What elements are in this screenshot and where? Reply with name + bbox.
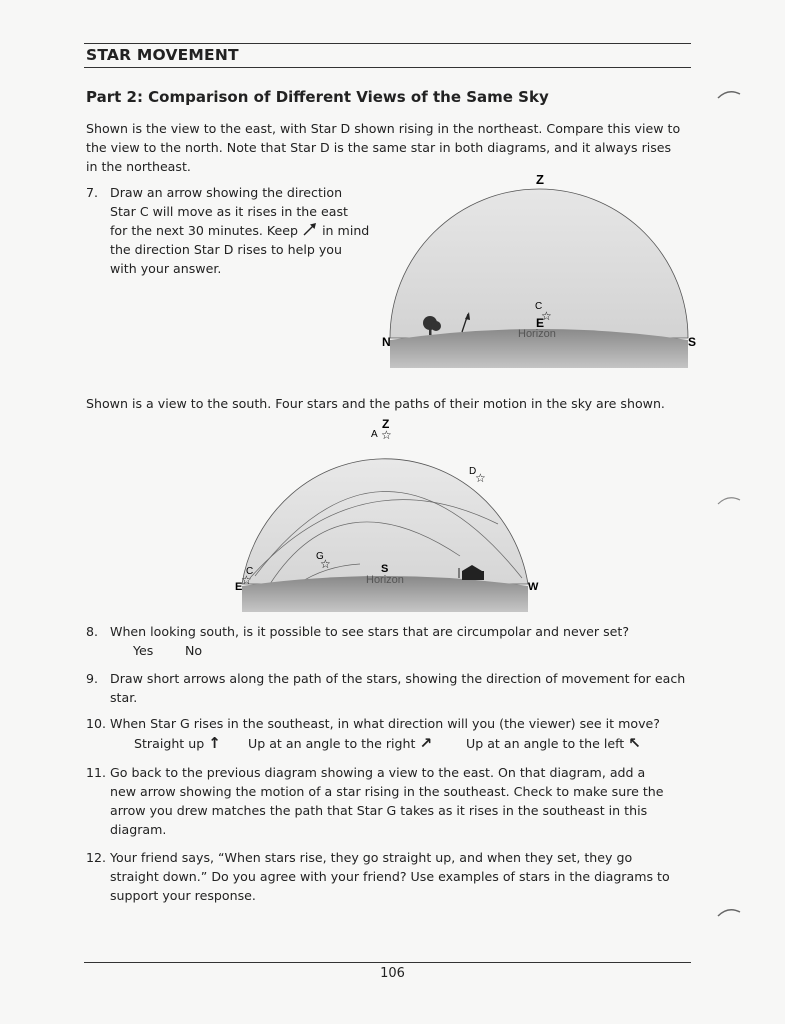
question-line [110, 221, 390, 240]
star-c-icon: ☆ [241, 573, 252, 587]
east-label: E [235, 581, 243, 593]
star-g-icon: ☆ [320, 557, 331, 571]
up-left-arrow-icon: ↖ [628, 734, 641, 752]
question-number: 8. [86, 624, 99, 639]
south-view-diagram [230, 416, 550, 616]
choice-label: Up at an angle to the left [466, 736, 625, 751]
part-title: Part 2: Comparison of Different Views of the Same Sky [86, 88, 549, 106]
question-7-text [110, 183, 390, 278]
zenith-label: Z [382, 417, 390, 431]
question-10-text: When Star G rises in the southeast, in what direction will you (the viewer) see it move? [110, 716, 660, 731]
south-label: S [688, 335, 697, 349]
question-line-part: for the next 30 minutes. Keep [110, 223, 299, 238]
question-line: with your answer. [110, 261, 222, 276]
question-number: 10. [86, 716, 107, 731]
intro-line: Shown is the view to the east, with Star D shown rising in the northeast. Compare this view to [86, 121, 681, 136]
question-line: Draw an arrow showing the direction [110, 185, 343, 200]
intro-line: the view to the north. Note that Star D is the same star in both diagrams, and it always rises [86, 140, 672, 155]
question-11-text [110, 763, 664, 839]
question-12-text [110, 848, 670, 905]
question-line: straight down.” Do you agree with your friend? Use examples of stars in the diagrams to [110, 869, 670, 884]
star-d-icon: ☆ [475, 471, 486, 485]
horizon-label: Horizon [518, 328, 556, 340]
question-line: new arrow showing the motion of a star rising in the southeast. Check to make sure the [110, 784, 664, 799]
binder-hole-mark [716, 492, 742, 508]
answer-choice-no[interactable]: No [185, 643, 203, 658]
intro-line: in the northeast. [86, 159, 191, 174]
page-header-title: STAR MOVEMENT [86, 46, 239, 64]
question-number: 12. [86, 850, 107, 865]
question-line: Draw short arrows along the path of the stars, showing the direction of movement for each [110, 671, 686, 686]
header-rule [84, 67, 691, 68]
diagonal-arrow-icon [302, 222, 318, 236]
question-9-text [110, 669, 685, 707]
south-label: S [381, 563, 389, 575]
answer-choice-yes[interactable]: Yes [133, 643, 154, 658]
question-line: arrow you drew matches the path that Star G takes as it rises in the southeast in this [110, 803, 648, 818]
star-a-label: A [371, 429, 378, 440]
up-right-arrow-icon: ↗ [419, 734, 433, 752]
star-c-label: C [246, 566, 254, 577]
south-view-intro: Shown is a view to the south. Four stars and the paths of their motion in the sky are shown. [86, 396, 665, 411]
star-a-icon: ☆ [381, 428, 392, 442]
up-arrow-icon: ↑ [208, 734, 221, 752]
horizon-label: Horizon [366, 574, 404, 586]
question-8-text: When looking south, is it possible to see stars that are circumpolar and never set? [110, 624, 630, 639]
zenith-label: Z [536, 172, 544, 187]
question-number: 11. [86, 765, 107, 780]
answer-choice-straight-up[interactable] [134, 734, 221, 752]
star-d-label: D [469, 466, 477, 477]
star-c-icon: ☆ [541, 309, 552, 323]
question-line: Star C will move as it rises in the east [110, 204, 348, 219]
binder-hole-mark [716, 86, 742, 102]
question-line: support your response. [110, 888, 256, 903]
west-label: W [528, 581, 539, 593]
question-line-part: in mind [322, 223, 370, 238]
question-line: Your friend says, “When stars rise, they go straight up, and when they set, they go [110, 850, 633, 865]
question-line: diagram. [110, 822, 167, 837]
question-line: star. [110, 690, 138, 705]
north-label: N [382, 335, 391, 349]
binder-hole-mark [716, 904, 742, 920]
answer-choice-angle-right[interactable] [248, 734, 432, 752]
footer-rule [84, 962, 691, 963]
page-number: 106 [380, 966, 405, 981]
star-g-label: G [316, 551, 324, 562]
star-c-label: C [535, 301, 543, 312]
east-view-diagram [370, 168, 700, 373]
question-line: the direction Star D rises to help you [110, 242, 342, 257]
question-number: 9. [86, 671, 99, 686]
east-label: E [536, 316, 545, 330]
top-rule [84, 43, 691, 44]
answer-choice-angle-left[interactable] [466, 734, 641, 752]
question-line: Go back to the previous diagram showing a view to the east. On that diagram, add a [110, 765, 646, 780]
question-number: 7. [86, 185, 99, 200]
choice-label: Straight up [134, 736, 205, 751]
choice-label: Up at an angle to the right [248, 736, 416, 751]
